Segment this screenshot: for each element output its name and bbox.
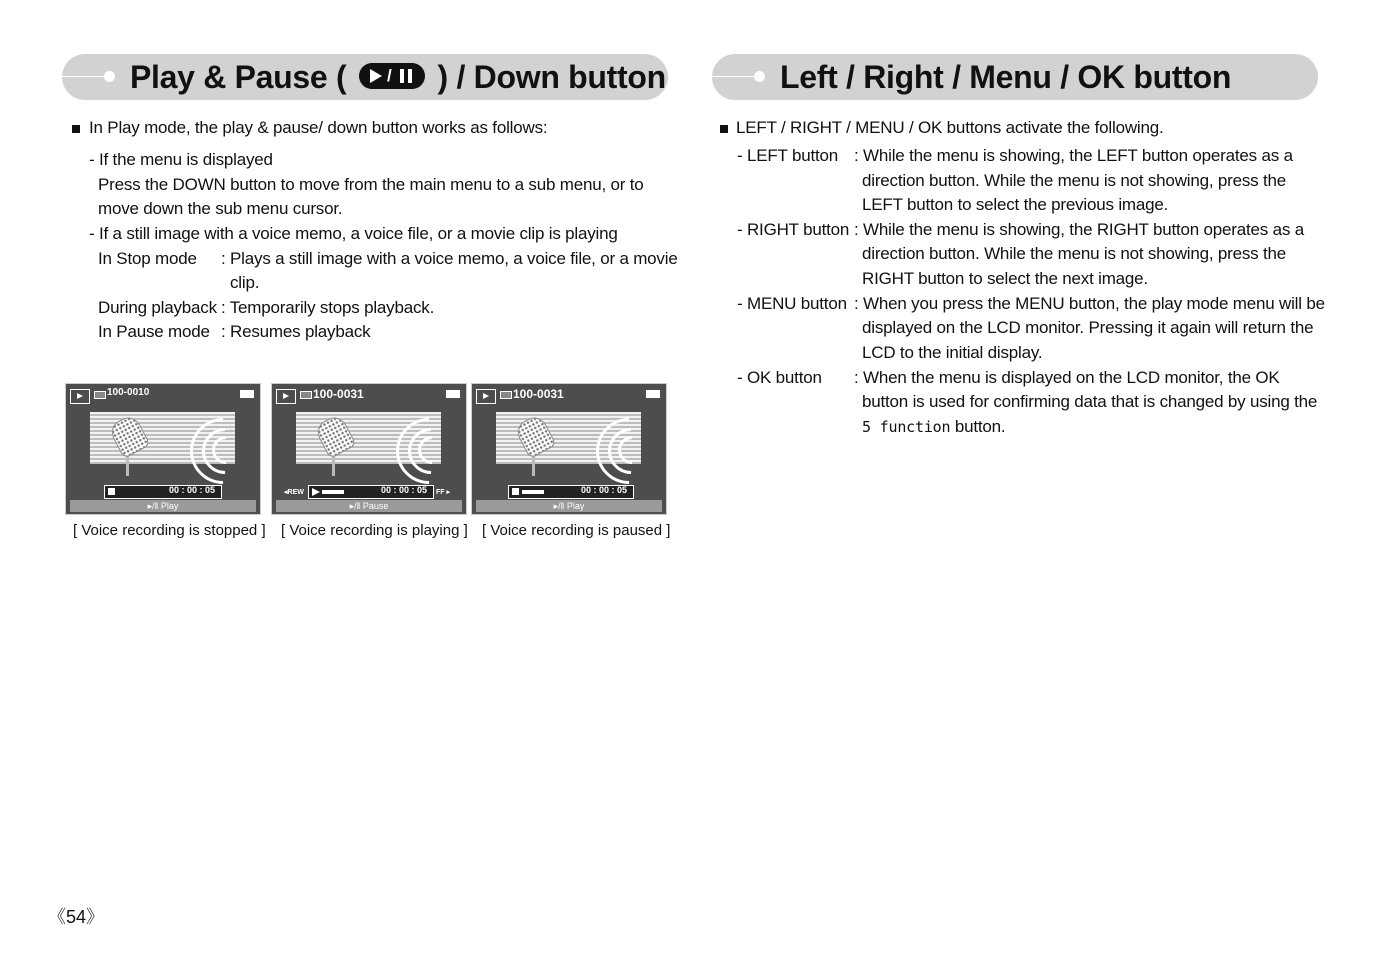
mode-label: In Pause mode: [98, 322, 210, 341]
button-label: - MENU button: [737, 294, 847, 313]
microphone-image: [496, 412, 641, 464]
progress-bar: [508, 485, 634, 499]
button-desc: : While the menu is showing, the LEFT button operates as a: [854, 146, 1293, 165]
file-number: 100-0010: [107, 387, 150, 398]
play-mode-icon: [476, 389, 496, 404]
screenshot-caption: [ Voice recording is playing ]: [281, 522, 468, 539]
button-label: - RIGHT button: [737, 220, 850, 239]
bullet-square: [72, 125, 80, 133]
button-label: - LEFT button: [737, 146, 839, 165]
header-decor-line: [712, 76, 756, 77]
microphone-icon: [107, 413, 150, 459]
bullet-square: [720, 125, 728, 133]
header-decor-dot: [104, 71, 115, 82]
button-desc-cont: button is used for confirming data that is changed by using the: [862, 392, 1318, 411]
left-intro: In Play mode, the play & pause/ down button works as follows:: [89, 118, 548, 137]
button-guide: ▸/‖ Play: [476, 500, 662, 512]
play-mode-icon: [276, 389, 296, 404]
menu-line-2: move down the sub menu cursor.: [98, 199, 343, 218]
button-guide: ▸/‖ Play: [70, 500, 256, 512]
screenshot-caption: [ Voice recording is paused ]: [482, 522, 671, 539]
right-intro: LEFT / RIGHT / MENU / OK buttons activate the following.: [736, 118, 1164, 137]
play-mode-icon: [70, 389, 90, 404]
play-pause-icon: /: [359, 63, 425, 89]
mode-desc: : Resumes playback: [221, 322, 371, 341]
microphone-icon: [313, 413, 356, 459]
microphone-image: [296, 412, 441, 464]
page-number: 《54》: [48, 907, 105, 927]
voice-icon: [500, 391, 512, 399]
menu-heading: - If the menu is displayed: [89, 150, 273, 169]
still-heading: - If a still image with a voice memo, a voice file, or a movie clip is playing: [89, 224, 618, 243]
left-section-title: Play & Pause ( / ) / Down button: [130, 59, 666, 95]
battery-icon: [646, 390, 660, 398]
voice-icon: [94, 391, 106, 399]
stop-icon: [512, 488, 519, 495]
button-desc: : While the menu is showing, the RIGHT button operates as a: [854, 220, 1304, 239]
mode-desc: : Plays a still image with a voice memo, a voice file, or a movie: [221, 249, 678, 268]
button-desc-cont: RIGHT button to select the next image.: [862, 269, 1148, 288]
progress-bar: [308, 485, 434, 499]
menu-line-1: Press the DOWN button to move from the main menu to a sub menu, or to: [98, 175, 644, 194]
elapsed-time: 00 : 00 : 05: [168, 485, 215, 495]
button-desc: : When you press the MENU button, the play mode menu will be: [854, 294, 1325, 313]
file-number: 100-0031: [313, 387, 364, 401]
right-section-header: [712, 54, 1318, 100]
left-section-header: [62, 54, 668, 100]
mode-label: In Stop mode: [98, 249, 197, 268]
mode-desc: : Temporarily stops playback.: [221, 298, 435, 317]
elapsed-time: 00 : 00 : 05: [380, 485, 427, 495]
fast-forward-label: FF ▸: [436, 489, 451, 496]
mode-label: During playback: [98, 298, 217, 317]
stop-icon: [108, 488, 115, 495]
battery-icon: [446, 390, 460, 398]
screenshot-caption: [ Voice recording is stopped ]: [73, 522, 266, 539]
right-section-title: Left / Right / Menu / OK button: [780, 59, 1232, 95]
button-label: - OK button: [737, 368, 822, 387]
microphone-icon: [513, 413, 556, 459]
lcd-screenshot-stopped: [65, 383, 261, 515]
elapsed-time: 00 : 00 : 05: [580, 485, 627, 495]
file-number: 100-0031: [513, 387, 564, 401]
progress-fill: [522, 490, 544, 494]
mode-desc-cont: clip.: [230, 273, 260, 292]
rewind-label: ◂REW: [284, 489, 304, 496]
button-desc-cont: LEFT button to select the previous image.: [862, 195, 1169, 214]
lcd-screenshot-paused: [471, 383, 667, 515]
button-desc-cont: displayed on the LCD monitor. Pressing it again will return the: [862, 318, 1314, 337]
progress-bar: [104, 485, 222, 499]
button-guide: ▸/‖ Pause: [276, 500, 462, 512]
header-decor-line: [62, 76, 106, 77]
button-desc-cont: 5 function button.: [862, 417, 1006, 436]
battery-icon: [240, 390, 254, 398]
microphone-image: [90, 412, 235, 464]
play-icon: [312, 488, 320, 496]
button-desc: : When the menu is displayed on the LCD monitor, the OK: [854, 368, 1280, 387]
progress-fill: [322, 490, 344, 494]
lcd-screenshot-playing: [271, 383, 467, 515]
button-desc-cont: direction button. While the menu is not showing, press the: [862, 171, 1287, 190]
voice-icon: [300, 391, 312, 399]
function-code: 5 function: [862, 418, 951, 436]
button-desc-cont: LCD to the initial display.: [862, 343, 1043, 362]
header-decor-dot: [754, 71, 765, 82]
button-desc-cont: direction button. While the menu is not showing, press the: [862, 244, 1287, 263]
